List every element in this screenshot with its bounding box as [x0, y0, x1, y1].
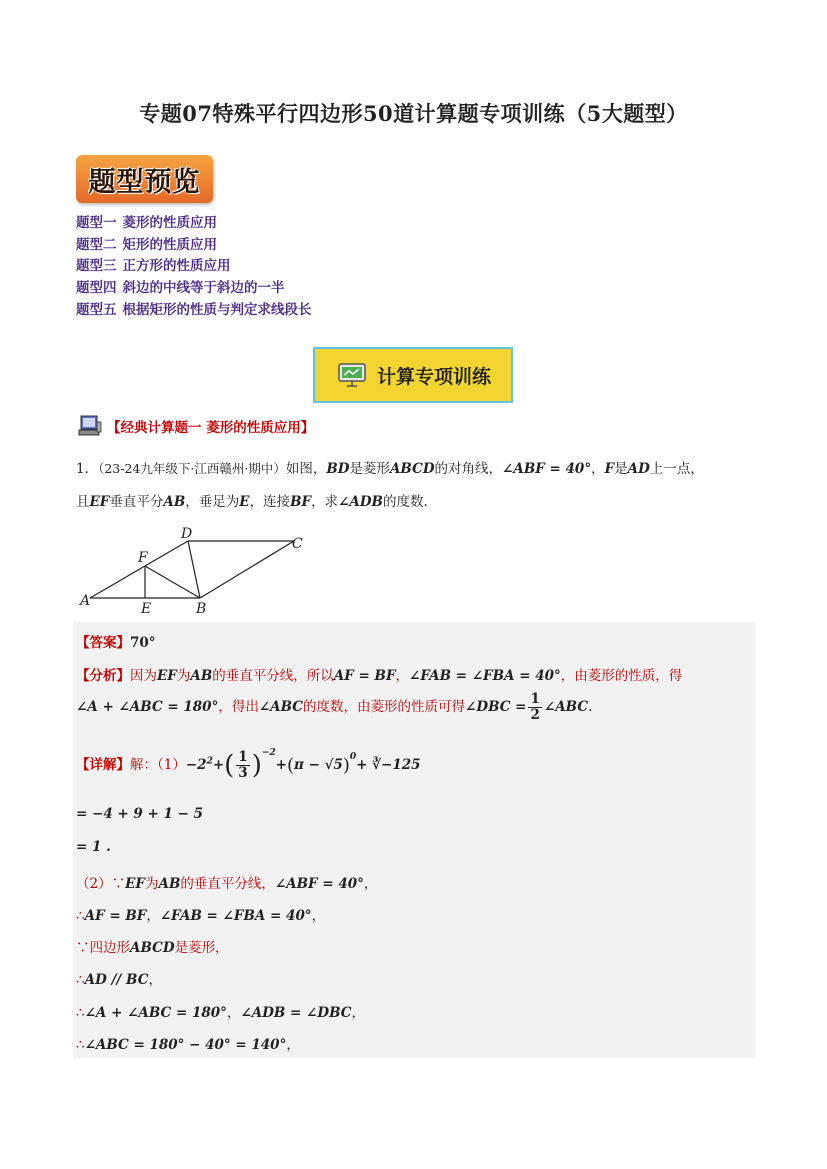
question-text: ，垂足为: [185, 494, 240, 510]
detail-text: 解：（1）: [130, 757, 186, 773]
analysis-line-1: [76, 664, 682, 684]
math-term: ABCD: [389, 461, 435, 477]
math-term: EF: [89, 494, 110, 510]
answer-line: [76, 631, 156, 651]
math-term: AF = BF: [333, 668, 396, 684]
math-term: −2: [185, 757, 207, 773]
detail-text: ，: [226, 1005, 241, 1021]
question-number: 1: [76, 461, 85, 477]
toc-item-number: 题型五: [76, 301, 117, 318]
question-text: 且: [76, 494, 90, 510]
detail-text: ，: [148, 972, 162, 988]
fraction-third: [236, 750, 249, 781]
detail-text: ∴: [76, 908, 85, 924]
math-term: ∠FAB = ∠FBA = 40°: [409, 668, 561, 684]
section-heading-text: 【经典计算题一 菱形的性质应用】: [107, 420, 315, 436]
detail-text: ∴: [76, 1005, 85, 1021]
preview-badge: [76, 155, 213, 203]
math-term: ∠ABF = 40°: [502, 461, 592, 477]
math-exponent: 2: [206, 756, 213, 767]
analysis-text: ，由菱形的性质，得: [560, 668, 683, 684]
paren-open: (: [224, 750, 235, 781]
segment-DB: [188, 541, 200, 598]
math-term: ∠ADB = ∠DBC: [240, 1005, 352, 1021]
question-text: 如图，: [285, 461, 327, 477]
segment-FB: [145, 566, 200, 598]
detail-line-1: [76, 748, 421, 781]
math-term: EF: [157, 668, 177, 684]
computer-icon: [78, 414, 102, 438]
detail-text: ∴: [76, 972, 85, 988]
detail-step-2: = 1 .: [76, 839, 111, 855]
detail-text: ，: [351, 1005, 365, 1021]
math-term: AF = BF: [84, 908, 147, 924]
math-term: ∠ABC: [258, 699, 304, 715]
analysis-label: 【分析】: [76, 668, 130, 684]
question-text: ，: [591, 461, 605, 477]
detail-part2-line-4: [76, 968, 162, 988]
toc-item-label: 菱形的性质应用: [122, 215, 217, 231]
math-term: F: [604, 461, 615, 477]
page-title: 专题07特殊平行四边形50道计算题专项训练（5大题型）: [139, 101, 688, 126]
presentation-board-icon: [337, 362, 367, 388]
detail-text: ∴: [76, 1037, 85, 1053]
paren-close: ): [342, 755, 350, 776]
math-term: +: [275, 757, 287, 773]
fraction-half: [528, 692, 541, 723]
answer-label: 【答案】: [76, 635, 130, 651]
math-term: BF: [290, 494, 312, 510]
toc-item-number: 题型二: [76, 236, 117, 253]
preview-badge-label: 题型预览: [88, 166, 201, 198]
question-text: ，求: [311, 494, 339, 510]
fraction-numerator: 1: [238, 749, 248, 765]
detail-part2-line-2: [76, 904, 325, 924]
rhombus-figure: [78, 523, 318, 615]
toc-item-label: 正方形的性质应用: [122, 258, 231, 275]
paren-open: (: [286, 755, 295, 776]
math-term: AB: [158, 876, 181, 892]
math-term: ∠ADB: [338, 494, 383, 510]
math-term: ∠FAB = ∠FBA = 40°: [159, 908, 312, 924]
detail-text: （2）∵: [76, 876, 126, 892]
math-term: ∠A + ∠ABC = 180°: [84, 1005, 227, 1021]
segment-CB: [200, 541, 294, 598]
detail-text: ，: [146, 908, 160, 924]
detail-label: 【详解】: [76, 757, 130, 773]
detail-text: ，: [286, 1037, 300, 1053]
math-term: E: [239, 494, 250, 510]
math-term: AD: [627, 461, 650, 477]
fraction-denominator: 2: [530, 707, 540, 723]
label-E: E: [141, 601, 152, 615]
toc-item[interactable]: [76, 278, 312, 300]
detail-text: 为: [144, 876, 159, 892]
analysis-text: .: [588, 699, 593, 715]
label-C: C: [292, 536, 303, 552]
detail-text: ，: [363, 876, 378, 892]
question-text: 垂直平分: [109, 494, 164, 510]
analysis-text: ，得出: [218, 699, 259, 715]
label-B: B: [196, 601, 207, 615]
detail-text: ∵四边形: [76, 940, 130, 956]
question-text: 是: [614, 461, 628, 477]
analysis-line-2: [76, 692, 592, 723]
math-term: AB: [190, 668, 213, 684]
detail-part2-line-3: [76, 936, 229, 956]
question-text: 的度数.: [382, 494, 428, 510]
math-term: π − √5: [294, 757, 343, 773]
detail-part2-line-6: [76, 1033, 300, 1053]
question-source: （23-24九年级下·江西赣州·期中）: [98, 461, 286, 476]
detail-part2-line-5: [76, 1001, 365, 1021]
toc-item-label: 根据矩形的性质与判定求线段长: [122, 301, 312, 318]
math-term: ABCD: [130, 940, 175, 956]
math-term: ∠ABF = 40°: [274, 876, 364, 892]
fraction-numerator: 1: [530, 691, 540, 707]
detail-text: 是菱形，: [174, 940, 229, 956]
toc-item-label: 矩形的性质应用: [122, 236, 217, 253]
detail-text: 的垂直平分线，: [180, 876, 275, 892]
math-term: ∠ABC: [543, 699, 589, 715]
math-term: BD: [326, 461, 350, 477]
toc-item[interactable]: [76, 213, 312, 235]
toc-item-label: 斜边的中线等于斜边的一半: [122, 280, 285, 297]
paren-close: ): [251, 750, 262, 781]
math-term: EF: [125, 876, 145, 892]
question-type-list: [76, 213, 312, 321]
training-badge-label: 计算专项训练: [377, 365, 492, 388]
math-exponent: −2: [261, 748, 276, 758]
math-term: ∠ABC = 180° − 40° = 140°: [84, 1037, 287, 1053]
analysis-text: 为: [176, 668, 191, 684]
label-D: D: [181, 526, 193, 542]
question-text: 上一点，: [649, 461, 704, 477]
analysis-text: 的垂直平分线，所以: [212, 668, 334, 684]
math-term: ∠A + ∠ABC = 180°: [76, 699, 219, 715]
question-line-2: [76, 490, 428, 510]
question-text: 的对角线，: [434, 461, 503, 477]
detail-part2-line-1: [76, 872, 377, 892]
toc-item[interactable]: [76, 256, 312, 278]
analysis-text: ，: [395, 668, 410, 684]
math-term: +: [212, 757, 225, 773]
label-A: A: [80, 593, 91, 609]
fraction-denominator: 3: [238, 765, 248, 781]
math-term: AD // BC: [84, 972, 149, 988]
training-badge: [313, 347, 513, 403]
analysis-text: 的度数，由菱形的性质可得: [303, 699, 466, 715]
question-text: 是菱形: [349, 461, 390, 477]
toc-item[interactable]: [76, 235, 312, 257]
toc-item-number: 题型四: [76, 280, 117, 297]
math-term: ∠DBC =: [465, 699, 527, 715]
label-F: F: [138, 550, 148, 566]
detail-text: ，: [311, 908, 326, 924]
analysis-text: 因为: [130, 668, 157, 684]
math-term: AB: [163, 494, 186, 510]
toc-item-number: 题型三: [76, 258, 117, 275]
toc-item-number: 题型一: [76, 215, 117, 231]
answer-panel: [73, 622, 755, 1058]
question-line-1: 1．（23-24九年级下·江西赣州·期中）如图，BD是菱形ABCD的对角线，∠ABF = 40°，F是AD上一点，: [76, 461, 704, 477]
answer-value: 70°: [130, 635, 156, 651]
math-term: + ∛−125: [356, 757, 421, 773]
question-text: ，连接: [249, 494, 291, 510]
math-exponent: 0: [349, 752, 357, 762]
detail-step-1: = −4 + 9 + 1 − 5: [76, 806, 204, 822]
toc-item[interactable]: [76, 300, 312, 322]
section-heading: [78, 414, 314, 438]
